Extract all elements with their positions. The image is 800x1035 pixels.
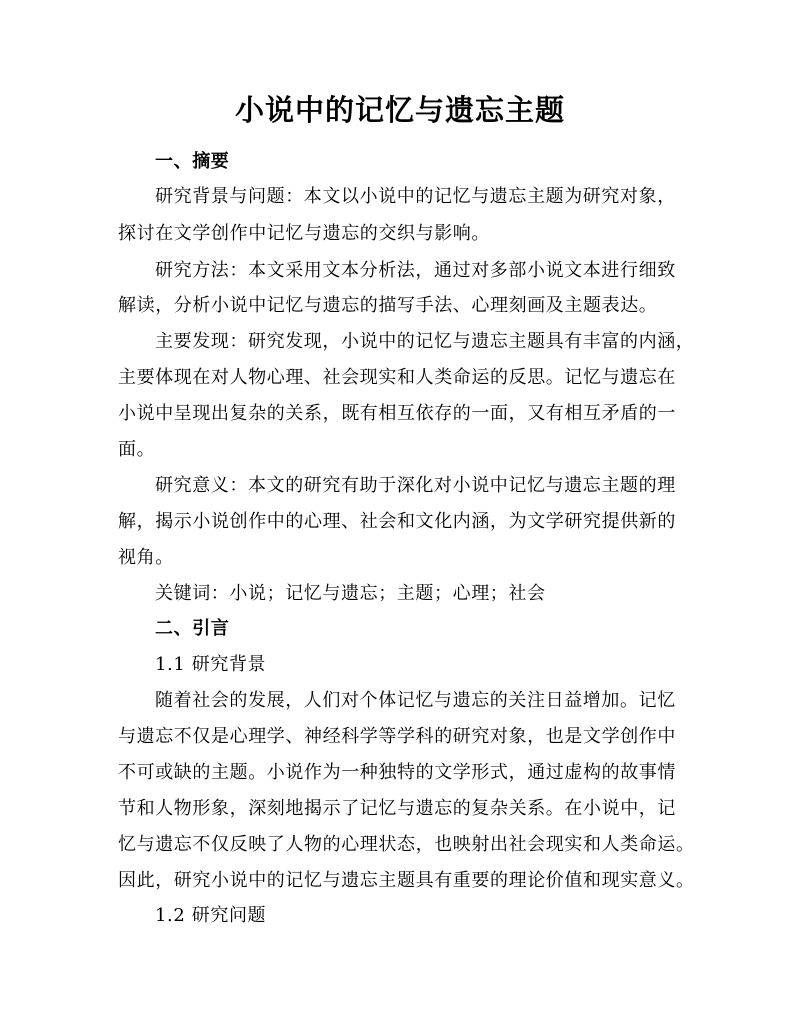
paragraph-line: 节和人物形象，深刻地揭示了记忆与遗忘的复杂关系。在小说中，记 — [118, 798, 676, 819]
paragraph-line: 研究方法：本文采用文本分析法，通过对多部小说文本进行细致 — [155, 260, 676, 281]
paragraph-line: 忆与遗忘不仅反映了人物的心理状态，也映射出社会现实和人类命运。 — [118, 834, 695, 855]
keywords-line: 关键词：小说；记忆与遗忘；主题；心理；社会 — [155, 583, 546, 604]
paragraph-line: 研究意义：本文的研究有助于深化对小说中记忆与遗忘主题的理 — [155, 475, 676, 496]
paragraph-line: 与遗忘不仅是心理学、神经科学等学科的研究对象，也是文学创作中 — [118, 726, 676, 747]
subsection-heading-questions: 1.2 研究问题 — [155, 905, 267, 926]
paragraph-line: 研究背景与问题：本文以小说中的记忆与遗忘主题为研究对象， — [155, 186, 676, 207]
paragraph-line: 解，揭示小说创作中的心理、社会和文化内涵，为文学研究提供新的 — [118, 511, 676, 532]
paragraph-line: 随着社会的发展，人们对个体记忆与遗忘的关注日益增加。记忆 — [155, 690, 676, 711]
paragraph-line: 主要发现：研究发现，小说中的记忆与遗忘主题具有丰富的内涵， — [155, 331, 695, 352]
paragraph-line: 解读，分析小说中记忆与遗忘的描写手法、心理刻画及主题表达。 — [118, 295, 658, 316]
subsection-heading-background: 1.1 研究背景 — [155, 654, 267, 675]
document-title: 小说中的记忆与遗忘主题 — [234, 93, 565, 127]
paragraph-line: 不可或缺的主题。小说作为一种独特的文学形式，通过虚构的故事情 — [118, 762, 676, 783]
paragraph-line: 小说中呈现出复杂的关系，既有相互依存的一面，又有相互矛盾的一 — [118, 403, 676, 424]
section-heading-introduction: 二、引言 — [155, 618, 230, 639]
paragraph-line: 因此，研究小说中的记忆与遗忘主题具有重要的理论价值和现实意义。 — [118, 870, 695, 891]
paragraph-line: 探讨在文学创作中记忆与遗忘的交织与影响。 — [118, 223, 490, 244]
paragraph-line: 视角。 — [118, 547, 174, 568]
paragraph-line: 面。 — [118, 439, 156, 460]
section-heading-abstract: 一、摘要 — [155, 151, 230, 172]
paragraph-line: 主要体现在对人物心理、社会现实和人类命运的反思。记忆与遗忘在 — [118, 367, 676, 388]
